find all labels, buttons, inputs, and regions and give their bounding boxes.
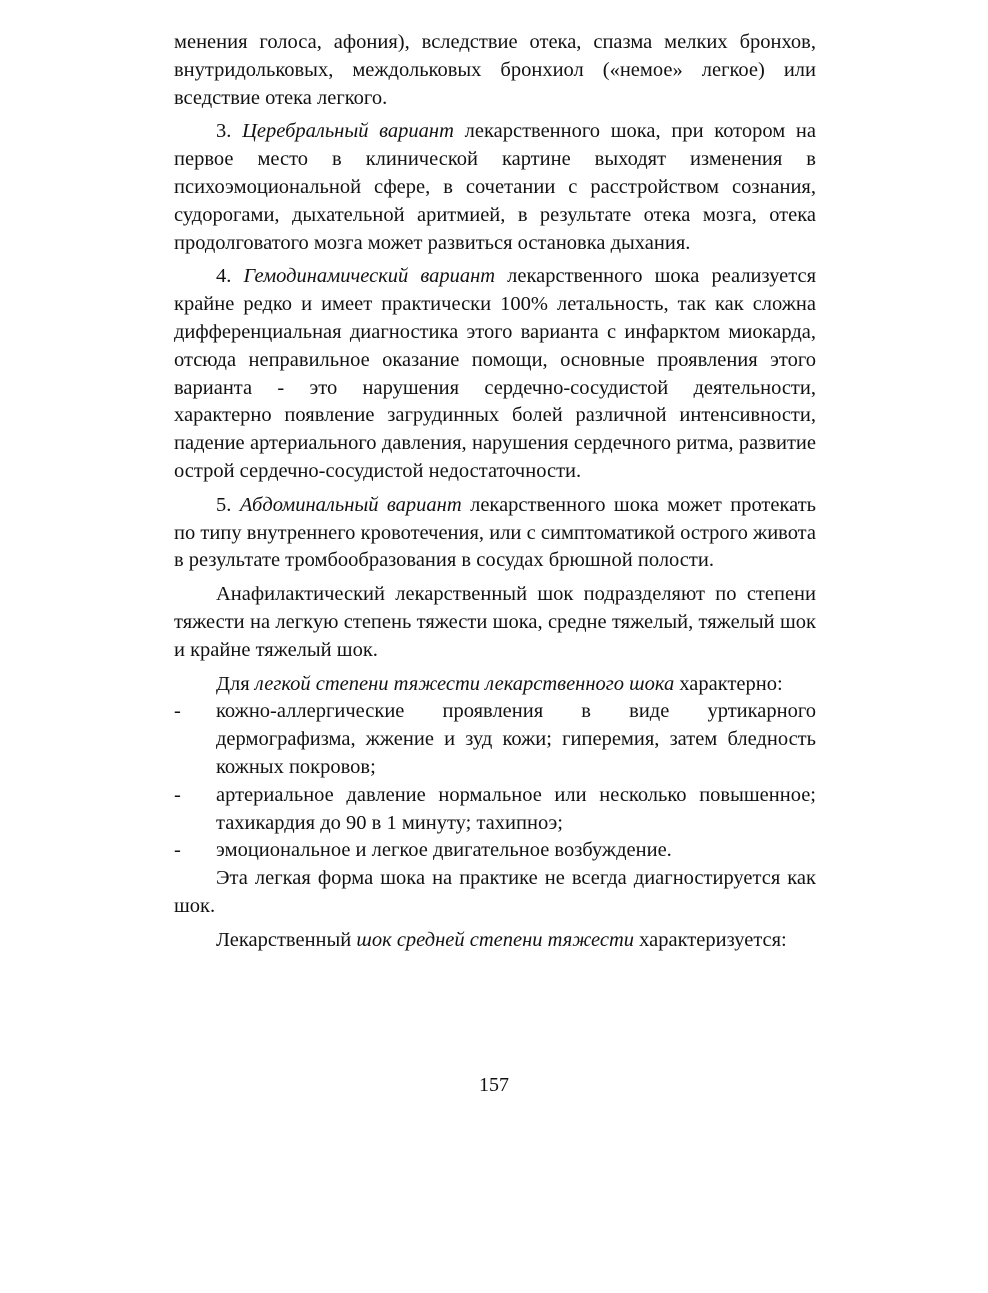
paragraph-text: лекарственного шока может протекать по типу внутреннего кровотечения, или с симптоматикой острого живота в результате тромбообразования в сосудах брюшной полости.: [174, 493, 817, 572]
paragraph-text: характеризуется:: [634, 928, 787, 951]
paragraph-cerebral-variant: [174, 118, 816, 257]
item-number: 4.: [216, 265, 244, 288]
paragraph-respiratory-continuation: менения голоса, афония), вследствие отека, спазма мелких бронхов, внутридольковых, междольковых бронхиол («немое» легкое) или вседствие отека легкого.: [174, 31, 816, 109]
paragraph-severity-classification: Анафилактический лекарственный шок подразделяют по степени тяжести на легкую степень тяжести шока, средне тяжелый, тяжелый шок и крайне тяжелый шок.: [174, 583, 816, 661]
item-number: 5.: [216, 493, 240, 516]
list-item-text: артериальное давление нормальное или несколько повышенное; тахикардия до 90 в 1 минуту; тахипноэ;: [216, 783, 816, 834]
paragraph-mild-form-note: Эта легкая форма шока на практике не всегда диагностируется как шок.: [174, 867, 816, 917]
term-moderate-severity: шок средней степени тяжести: [356, 928, 635, 951]
term-cerebral-variant: Церебральный вариант: [242, 120, 454, 143]
paragraph-moderate-severity-intro: [174, 927, 816, 955]
page-body: [174, 29, 816, 955]
term-mild-severity: легкой степени тяжести лекарственного шока: [254, 672, 675, 695]
page-number: 157: [479, 1074, 509, 1096]
list-item: [174, 698, 816, 781]
item-number: 3.: [216, 120, 243, 143]
term-hemodynamic-variant: Гемодинамический вариант: [243, 265, 496, 288]
dash-marker: -: [174, 839, 181, 862]
term-abdominal-variant: Абдоминальный вариант: [239, 493, 462, 516]
paragraph-mild-severity-intro: [174, 671, 816, 699]
list-item-text: эмоциональное и легкое двигательное возбуждение.: [216, 839, 672, 862]
dash-marker: -: [174, 700, 181, 723]
list-item: [174, 837, 816, 865]
paragraph-abdominal-variant: [174, 492, 816, 575]
mild-symptoms-list: [174, 698, 816, 865]
paragraph-hemodynamic-variant: [174, 263, 816, 485]
list-item-text: кожно-аллергические проявления в виде уртикарного дермографизма, жжение и зуд кожи; гиперемия, затем бледность кожных покровов;: [216, 700, 816, 778]
paragraph-text: Лекарственный: [216, 928, 357, 951]
paragraph-text: Для: [216, 672, 255, 695]
list-item: [174, 782, 816, 838]
paragraph-text: лекарственного шока, при котором на первое место в клинической картине выходят изменения в психоэмоциональной сфере, в сочетании с расстройством сознания, судорогами, дыхательной аритмией, в результате отека мозга, отека продолговатого мозга может развиться остановка дыхания.: [174, 120, 816, 254]
paragraph-text: характерно:: [674, 672, 783, 695]
dash-marker: -: [174, 783, 181, 806]
paragraph-text: лекарственного шока реализуется крайне редко и имеет практически 100% летальность, так как сложна дифференциальная диагностика этого варианта с инфарктом миокарда, отсюда неправильное оказание помощи, основные проявления этого варианта - это нарушения сердечно-сосудистой деятельности, характерно появление загрудинных болей различной интенсивности, падение артериального давления, нарушения сердечного ритма, развитие острой сердечно-сосудистой недостаточности.: [174, 265, 817, 482]
